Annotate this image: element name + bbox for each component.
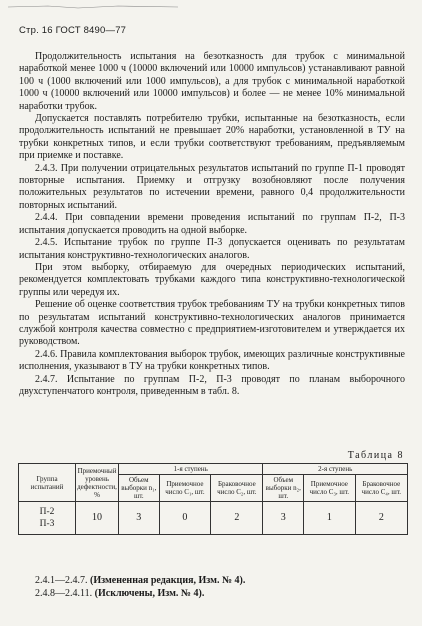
cell-c3: 1 (304, 502, 356, 535)
cell-n2: 3 (263, 502, 304, 535)
header-level: Приемочный уровень дефектности, % (76, 464, 119, 502)
amendment-notes (19, 574, 405, 600)
amendment-text: (Исключены, Изм. № 4). (94, 588, 205, 599)
paragraph: 2.4.6. Правила комплектования выборок трубок, имеющих различные конструктивные исполнения, указывают в ТУ на трубки конкретных типов. (19, 348, 405, 373)
header-c4: Браковочное число C₄, шт. (355, 475, 407, 502)
paragraph: Допускается поставлять потребителю трубки, испытанные на безотказность, если продолжительность испытаний не превышает 20% наработки, установленной в ТУ на трубки конкретных типов, и если трубки соответствуют требованиям, предъявляемым при приемке и поставке. (19, 113, 405, 162)
cell-level: 10 (76, 502, 119, 535)
paragraph: 2.4.3. При получении отрицательных результатов испытаний по группе П-1 проводят повторные испытания. Приемку и отгрузку возобновляют после получения положительных результатов по истечении времени, равного 0,4 продолжительности повторных испытаний. (19, 162, 405, 211)
header-c3: Приемочное число C₃, шт. (304, 475, 356, 502)
amendment-note (19, 574, 405, 587)
page-header: Стр. 16 ГОСТ 8490—77 (19, 25, 127, 36)
header-c2: Браковочное число C₂, шт. (211, 475, 263, 502)
paragraph: 2.4.5. Испытание трубок по группе П-3 допускается оценивать по результатам испытания конструктивно-технологических аналогов. (19, 237, 405, 261)
amendment-text: (Измененная редакция, Изм. № 4). (90, 575, 246, 586)
paragraph: 2.4.7. Испытание по группам П-2, П-3 проводят по планам выборочного двухступенчатого контроля, приведенным в табл. 8. (19, 373, 405, 397)
header-c1: Приемочное число C₁, шт. (159, 475, 211, 502)
paragraph: При этом выборку, отбираемую для очередных периодических испытаний, рекомендуется комплектовать трубками каждого типа конструктивно-технологической группы или чередуя их. (19, 261, 405, 298)
paragraph: Продолжительность испытания на безотказность для трубок с минимальной наработкой менее 1000 ч (10000 включений или 10000 импульсов) устанавливают равной 100 ч (1000 включений или 1000 импульсов), а для трубок с минимальной наработкой 1000 ч (10000 включений или 10000 импульсов) и более — не менее 10% минимальной наработки трубок. (19, 51, 405, 112)
table-row (19, 502, 408, 535)
cell-c4: 2 (355, 502, 407, 535)
cell-c2: 2 (211, 502, 263, 535)
amendment-note (19, 587, 405, 600)
header-stage-2: 2-я ступень (263, 464, 408, 475)
body-text (19, 51, 405, 398)
group-p3: П-3 (39, 519, 55, 529)
scan-artifact (8, 4, 178, 10)
cell-c1: 0 (159, 502, 211, 535)
group-p2: П-2 (39, 507, 55, 517)
header-group: Группа испытаний (19, 464, 76, 502)
paragraph: Решение об оценке соответствия трубок требованиям ТУ на трубки конкретных типов по результатам испытаний конструктивно-технологических аналогов принимается службой контроля качества совместно с предприятием-изготовителем и утверждается их руководством. (19, 299, 405, 348)
amendment-ref: 2.4.1—2.4.7. (35, 575, 88, 586)
header-n1: Объем выборки n₁, шт. (119, 475, 160, 502)
amendment-ref: 2.4.8—2.4.11. (35, 588, 93, 599)
table-caption: Таблица 8 (347, 450, 404, 461)
header-n2: Объем выборки n₂, шт. (263, 475, 304, 502)
cell-n1: 3 (119, 502, 160, 535)
header-stage-1: 1-я ступень (119, 464, 263, 475)
paragraph: 2.4.4. При совпадении времени проведения испытаний по группам П-2, П-3 испытания допускается проводить на одной выборке. (19, 212, 405, 236)
cell-group (19, 502, 76, 535)
sampling-plan-table (18, 463, 408, 535)
